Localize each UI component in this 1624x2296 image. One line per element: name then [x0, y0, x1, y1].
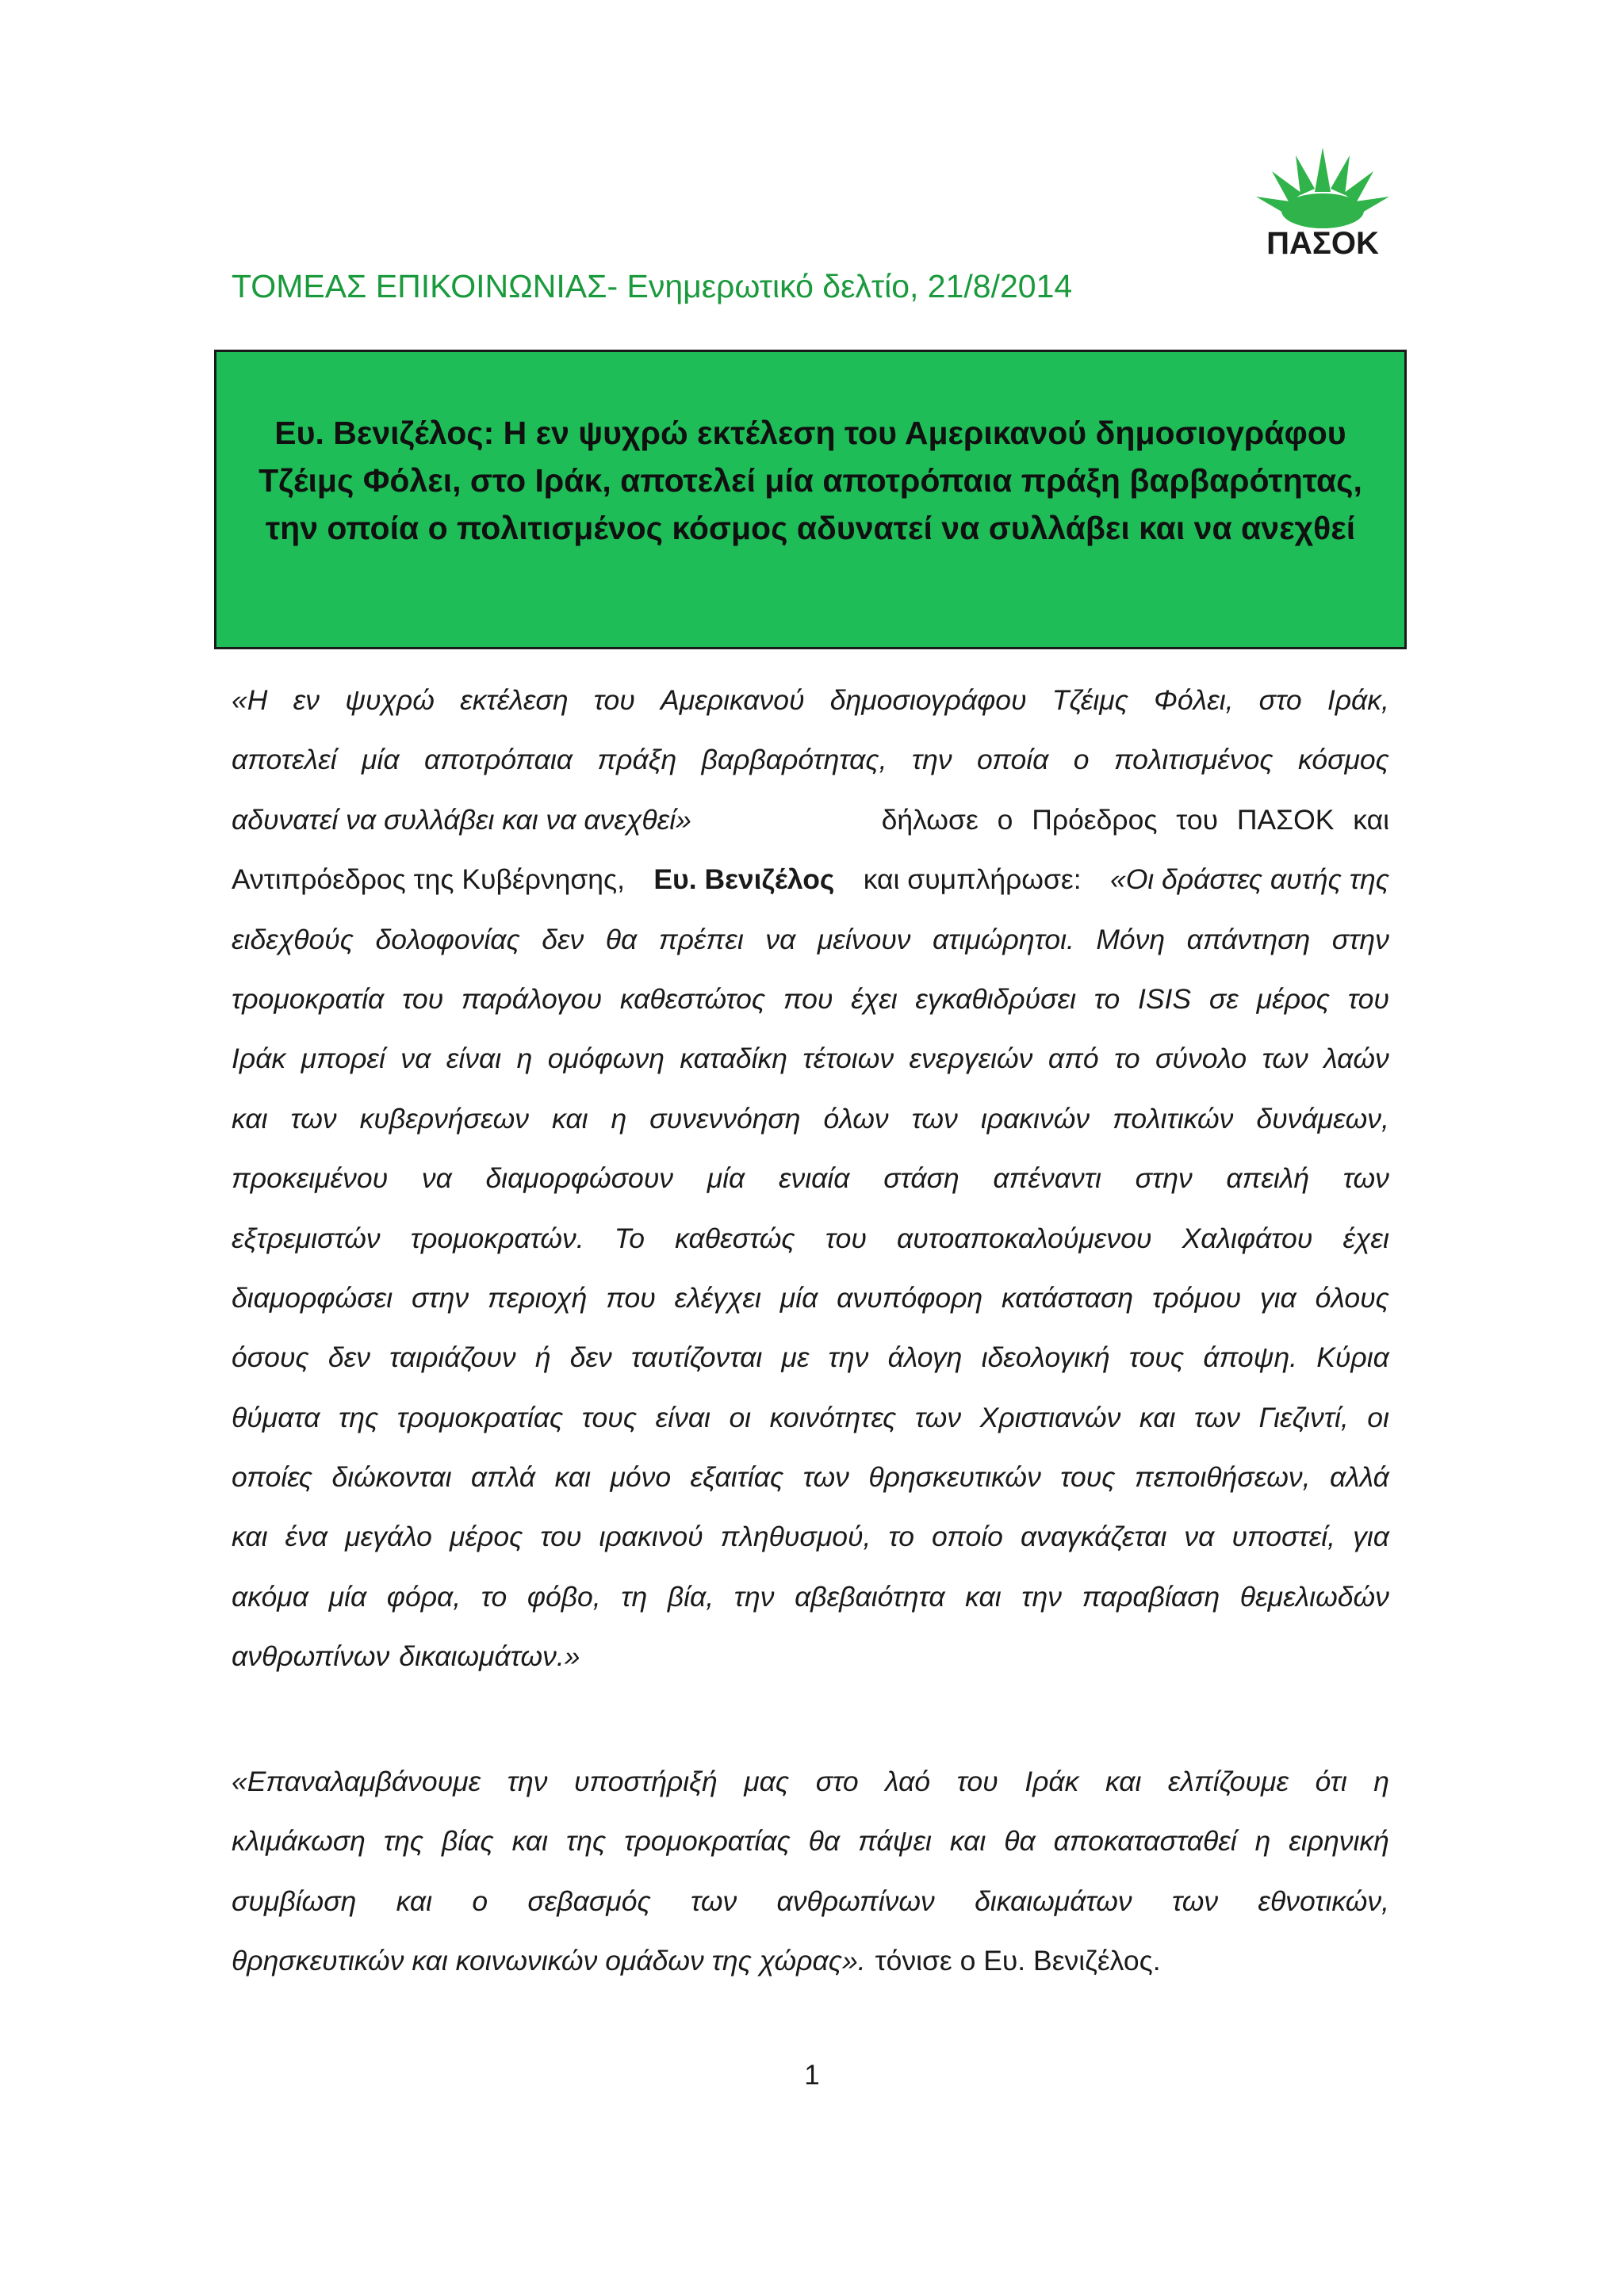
headline-line-3: την οποία ο πολιτισμένος κόσμος αδυνατεί να συλλάβει και να ανεχθεί — [265, 510, 1356, 546]
word: η — [611, 1102, 627, 1135]
word: της — [565, 1825, 607, 1858]
word: ο — [472, 1885, 488, 1917]
quote-fragment: θρησκευτικών και κοινωνικών ομάδων της χώρας». — [232, 1945, 866, 1977]
word: για — [1353, 1521, 1389, 1553]
text-line — [232, 910, 1389, 970]
word: Φόλει, — [1154, 684, 1234, 716]
word: πληθυσμού, — [720, 1521, 871, 1553]
word: μείνουν — [817, 923, 911, 955]
word: εξτρεμιστών — [232, 1222, 381, 1254]
word: η — [1373, 1766, 1389, 1797]
word: ιρακινού — [599, 1521, 703, 1553]
headline-line-2: Τζέιμς Φόλει, στο Ιράκ, αποτελεί μία αποτρόπαια πράξη βαρβαρότητας, — [259, 462, 1362, 499]
word: ένα — [285, 1521, 328, 1553]
word: δυνάμεων, — [1256, 1102, 1389, 1135]
word: και — [396, 1885, 433, 1917]
text-line — [232, 1752, 1389, 1812]
word: ιρακινών — [980, 1102, 1090, 1135]
word: έχει — [851, 982, 898, 1015]
word: το — [1114, 1043, 1140, 1075]
pasok-sun-icon — [1251, 143, 1394, 262]
word: και — [1139, 1401, 1176, 1433]
word: παράλογου — [461, 982, 603, 1015]
word: δεν — [569, 1341, 612, 1374]
word: μία — [328, 1580, 367, 1613]
word: τους — [1128, 1341, 1185, 1374]
text-line — [232, 1507, 1389, 1567]
word: μεγάλο — [345, 1521, 432, 1553]
word: οποία — [976, 744, 1049, 776]
word: μόνο — [610, 1461, 672, 1494]
narration-fragment: δήλωσε ο Πρόεδρος του ΠΑΣΟΚ και — [881, 803, 1389, 836]
word: στην — [1135, 1162, 1193, 1195]
word: σεβασμός — [527, 1885, 651, 1917]
word: πάψει — [858, 1825, 932, 1858]
word: αποκατασταθεί — [1053, 1825, 1237, 1858]
word: διαμορφώσουν — [485, 1162, 674, 1195]
word: μπορεί — [301, 1043, 385, 1075]
word: να — [1184, 1521, 1215, 1553]
word: ή — [534, 1341, 551, 1374]
word: συμβίωση — [232, 1885, 357, 1917]
word: των — [1262, 1043, 1308, 1075]
word: την — [828, 1341, 869, 1374]
word: Χριστιανών — [979, 1401, 1121, 1433]
word: απειλή — [1226, 1162, 1310, 1195]
word: τη — [621, 1580, 648, 1613]
word: ομόφωνη — [547, 1043, 665, 1075]
word: εκτέλεση — [460, 684, 569, 716]
word: μία — [779, 1281, 818, 1314]
headline-line-1: Ευ. Βενιζέλος: Η εν ψυχρώ εκτέλεση του Αμερικανού δημοσιογράφου — [274, 415, 1346, 451]
word: δικαιωμάτων.» — [399, 1640, 580, 1673]
word: θα — [808, 1825, 841, 1858]
quote-fragment: «Οι δράστες αυτής της — [1109, 863, 1389, 896]
word: βαρβαρότητας, — [701, 744, 887, 776]
word: στην — [411, 1281, 469, 1314]
word: ψυχρώ — [345, 684, 435, 716]
text-line — [232, 1089, 1389, 1149]
text-line — [232, 1269, 1389, 1328]
pasok-logo-text: ΠΑΣΟΚ — [1266, 226, 1379, 261]
word: των — [691, 1885, 737, 1917]
word: Ιράκ, — [1327, 684, 1389, 716]
word: αναγκάζεται — [1020, 1521, 1167, 1553]
word: μας — [744, 1766, 790, 1797]
word: του — [1347, 982, 1389, 1015]
text-line — [232, 850, 1389, 909]
word: Κύρια — [1316, 1341, 1389, 1374]
word: απάντηση — [1186, 923, 1311, 955]
word: υποστήριξή — [573, 1766, 718, 1797]
word: ειδεχθούς — [232, 923, 354, 955]
word: ενεργειών — [909, 1043, 1033, 1075]
word: λαό — [885, 1766, 931, 1797]
word: είναι — [446, 1043, 502, 1075]
word: εθνοτικών, — [1258, 1885, 1389, 1917]
text-line — [232, 1627, 1389, 1686]
narration-fragment: και συμπλήρωσε: — [863, 863, 1082, 896]
speaker-name: Ευ. Βενιζέλος — [653, 863, 835, 896]
word: τους — [1060, 1461, 1116, 1494]
word: δεν — [327, 1341, 370, 1374]
word: όσους — [232, 1341, 309, 1374]
word: Το — [614, 1222, 645, 1254]
word: συνεννόηση — [649, 1102, 801, 1135]
word: άποψη. — [1203, 1341, 1298, 1374]
word: εν — [293, 684, 320, 716]
word: δεν — [542, 923, 584, 955]
text-line — [232, 1388, 1389, 1448]
word: των — [911, 1102, 958, 1135]
text-line — [232, 1328, 1389, 1387]
word: και — [1105, 1766, 1142, 1797]
text-line — [232, 790, 1389, 850]
word: στάση — [883, 1162, 959, 1195]
word: για — [1259, 1281, 1297, 1314]
word: ελέγχει — [674, 1281, 761, 1314]
word: ατιμώρητοι. — [933, 923, 1074, 955]
word: ανθρωπίνων — [776, 1885, 935, 1917]
word: που — [783, 982, 833, 1015]
narration-fragment: τόνισε ο Ευ. Βενιζέλος. — [875, 1945, 1161, 1977]
word: δικαιωμάτων — [975, 1885, 1132, 1917]
word: καταδίκη — [680, 1043, 787, 1075]
section-title: ΤΟΜΕΑΣ ΕΠΙΚΟΙΝΩΝΙΑΣ- Ενημερωτικό δελτίο, 21/8/2014 — [232, 268, 1073, 304]
word: αποτελεί — [232, 744, 337, 776]
word: ιδεολογική — [981, 1341, 1110, 1374]
word: βία, — [667, 1580, 714, 1613]
word: αλλά — [1329, 1461, 1389, 1494]
word: δημοσιογράφου — [829, 684, 1027, 716]
word: των — [914, 1401, 962, 1433]
word: κυβερνήσεων — [359, 1102, 529, 1135]
word: τρόμου — [1151, 1281, 1242, 1314]
word: ISIS — [1138, 982, 1192, 1015]
word: Χαλιφάτου — [1182, 1222, 1313, 1254]
word: «Η — [232, 684, 268, 716]
word: Γιεζιντί, — [1258, 1401, 1349, 1433]
word: μέρος — [449, 1521, 523, 1553]
word: το — [481, 1580, 508, 1613]
text-line — [232, 1448, 1389, 1507]
word: ενιαία — [778, 1162, 850, 1195]
text-line — [232, 1149, 1389, 1208]
word: πεποιθήσεων, — [1134, 1461, 1311, 1494]
word: τρομοκρατίας — [396, 1401, 564, 1433]
word: σύνολο — [1155, 1043, 1247, 1075]
word: μέρος — [1256, 982, 1331, 1015]
word: καθεστώτος — [619, 982, 766, 1015]
word: η — [1254, 1825, 1271, 1858]
word: και — [965, 1580, 1002, 1613]
word: σε — [1208, 982, 1239, 1015]
text-line — [232, 1872, 1389, 1931]
word: άλογη — [887, 1341, 963, 1374]
word: την — [911, 744, 952, 776]
word: φόρα, — [386, 1580, 462, 1613]
word: βίας — [442, 1825, 494, 1858]
word: έχει — [1342, 1222, 1389, 1254]
word: ειρηνική — [1289, 1825, 1389, 1858]
text-line — [232, 970, 1389, 1029]
word: πράξη — [597, 744, 677, 776]
word: εγκαθιδρύσει — [915, 982, 1076, 1015]
word: ταιριάζουν — [389, 1341, 516, 1374]
word: τέτοιων — [802, 1043, 894, 1075]
word: και — [554, 1461, 592, 1494]
text-line — [232, 671, 1389, 730]
word: της — [383, 1825, 424, 1858]
word: το — [1094, 982, 1120, 1015]
word: εξαιτίας — [690, 1461, 784, 1494]
word: οποίο — [932, 1521, 1003, 1553]
word: και — [232, 1102, 268, 1135]
word: αποτρόπαια — [423, 744, 573, 776]
word: των — [290, 1102, 337, 1135]
word: πρέπει — [658, 923, 744, 955]
word: διώκονται — [331, 1461, 452, 1494]
word: τρομοκρατών. — [410, 1222, 584, 1254]
word: των — [1342, 1162, 1389, 1195]
word: να — [421, 1162, 452, 1195]
word: οι — [1367, 1401, 1389, 1433]
word: διαμορφώσει — [232, 1281, 393, 1314]
word: θρησκευτικών — [868, 1461, 1041, 1494]
word: να — [400, 1043, 431, 1075]
word: θύματα — [232, 1401, 320, 1433]
word: στο — [1258, 684, 1302, 716]
headline-box — [214, 350, 1407, 649]
word: φόβο, — [527, 1580, 601, 1613]
word: και — [511, 1825, 549, 1858]
word: ελπίζουμε — [1167, 1766, 1289, 1797]
word: μία — [361, 744, 400, 776]
word: τρομοκρατίας — [624, 1825, 791, 1858]
word: του — [825, 1222, 867, 1254]
word: ανυπόφορη — [837, 1281, 983, 1314]
text-line — [232, 1029, 1389, 1089]
word: Αμερικανού — [661, 684, 805, 716]
word: ανθρωπίνων — [232, 1640, 390, 1673]
word: υποστεί, — [1231, 1521, 1336, 1553]
word: και — [232, 1521, 268, 1553]
word: κατάσταση — [1002, 1281, 1134, 1314]
word: τους — [581, 1401, 638, 1433]
pasok-logo — [1251, 143, 1394, 262]
word: παραβίαση — [1082, 1580, 1220, 1613]
word: κλιμάκωση — [232, 1825, 366, 1858]
word: δολοφονίας — [375, 923, 520, 955]
word: που — [606, 1281, 656, 1314]
word: το — [888, 1521, 914, 1553]
word: ότι — [1315, 1766, 1347, 1797]
word: των — [1193, 1401, 1241, 1433]
text-line — [232, 1931, 1389, 1991]
page-number: 1 — [804, 2060, 820, 2091]
word: του — [402, 982, 444, 1015]
word: απλά — [470, 1461, 536, 1494]
word: τρομοκρατία — [232, 982, 385, 1015]
word: ο — [1073, 744, 1090, 776]
text-line — [232, 1812, 1389, 1871]
quote-fragment: αδυνατεί να συλλάβει και να ανεχθεί» — [232, 803, 691, 836]
word: Τζέιμς — [1051, 684, 1128, 716]
word: οποίες — [232, 1461, 313, 1494]
word: θα — [605, 923, 638, 955]
word: όλων — [823, 1102, 889, 1135]
word: οι — [729, 1401, 752, 1433]
word: την — [733, 1580, 775, 1613]
word: του — [956, 1766, 998, 1797]
word: στην — [1331, 923, 1389, 955]
word: λαών — [1323, 1043, 1389, 1075]
word: μία — [707, 1162, 745, 1195]
word: κοινότητες — [769, 1401, 897, 1433]
word: στο — [815, 1766, 859, 1797]
word: Ιράκ — [232, 1043, 286, 1075]
word: θεμελιωδών — [1239, 1580, 1389, 1613]
text-line — [232, 730, 1389, 790]
word: ακόμα — [232, 1580, 309, 1613]
word: των — [1171, 1885, 1219, 1917]
narration-fragment: Αντιπρόεδρος της Κυβέρνησης, — [232, 863, 626, 896]
statement-paragraph-1 — [232, 671, 1389, 1687]
word: την — [1021, 1580, 1062, 1613]
word: Μόνη — [1096, 923, 1166, 955]
word: αβεβαιότητα — [795, 1580, 945, 1613]
word: να — [765, 923, 796, 955]
text-line — [232, 1567, 1389, 1627]
word: των — [802, 1461, 849, 1494]
word: Ιράκ — [1025, 1766, 1079, 1797]
word: του — [593, 684, 635, 716]
word: η — [516, 1043, 533, 1075]
word: πολιτισμένος — [1113, 744, 1274, 776]
word: την — [507, 1766, 548, 1797]
word: με — [781, 1341, 810, 1374]
word: απέναντι — [993, 1162, 1101, 1195]
word: όλους — [1315, 1281, 1389, 1314]
text-line — [232, 1209, 1389, 1269]
word: της — [338, 1401, 379, 1433]
word: ταυτίζονται — [631, 1341, 763, 1374]
word: περιοχή — [487, 1281, 588, 1314]
word: από — [1048, 1043, 1099, 1075]
word: είναι — [655, 1401, 710, 1433]
word: και — [949, 1825, 986, 1858]
word: και — [552, 1102, 588, 1135]
word: του — [540, 1521, 582, 1553]
word: «Επαναλαμβάνουμε — [232, 1766, 481, 1797]
word: προκειμένου — [232, 1162, 389, 1195]
word: κόσμος — [1298, 744, 1389, 776]
word: αυτοαποκαλούμενου — [897, 1222, 1152, 1254]
statement-paragraph-2 — [232, 1752, 1389, 1992]
word: θα — [1004, 1825, 1036, 1858]
word: πολιτικών — [1113, 1102, 1234, 1135]
word: καθεστώς — [675, 1222, 795, 1254]
